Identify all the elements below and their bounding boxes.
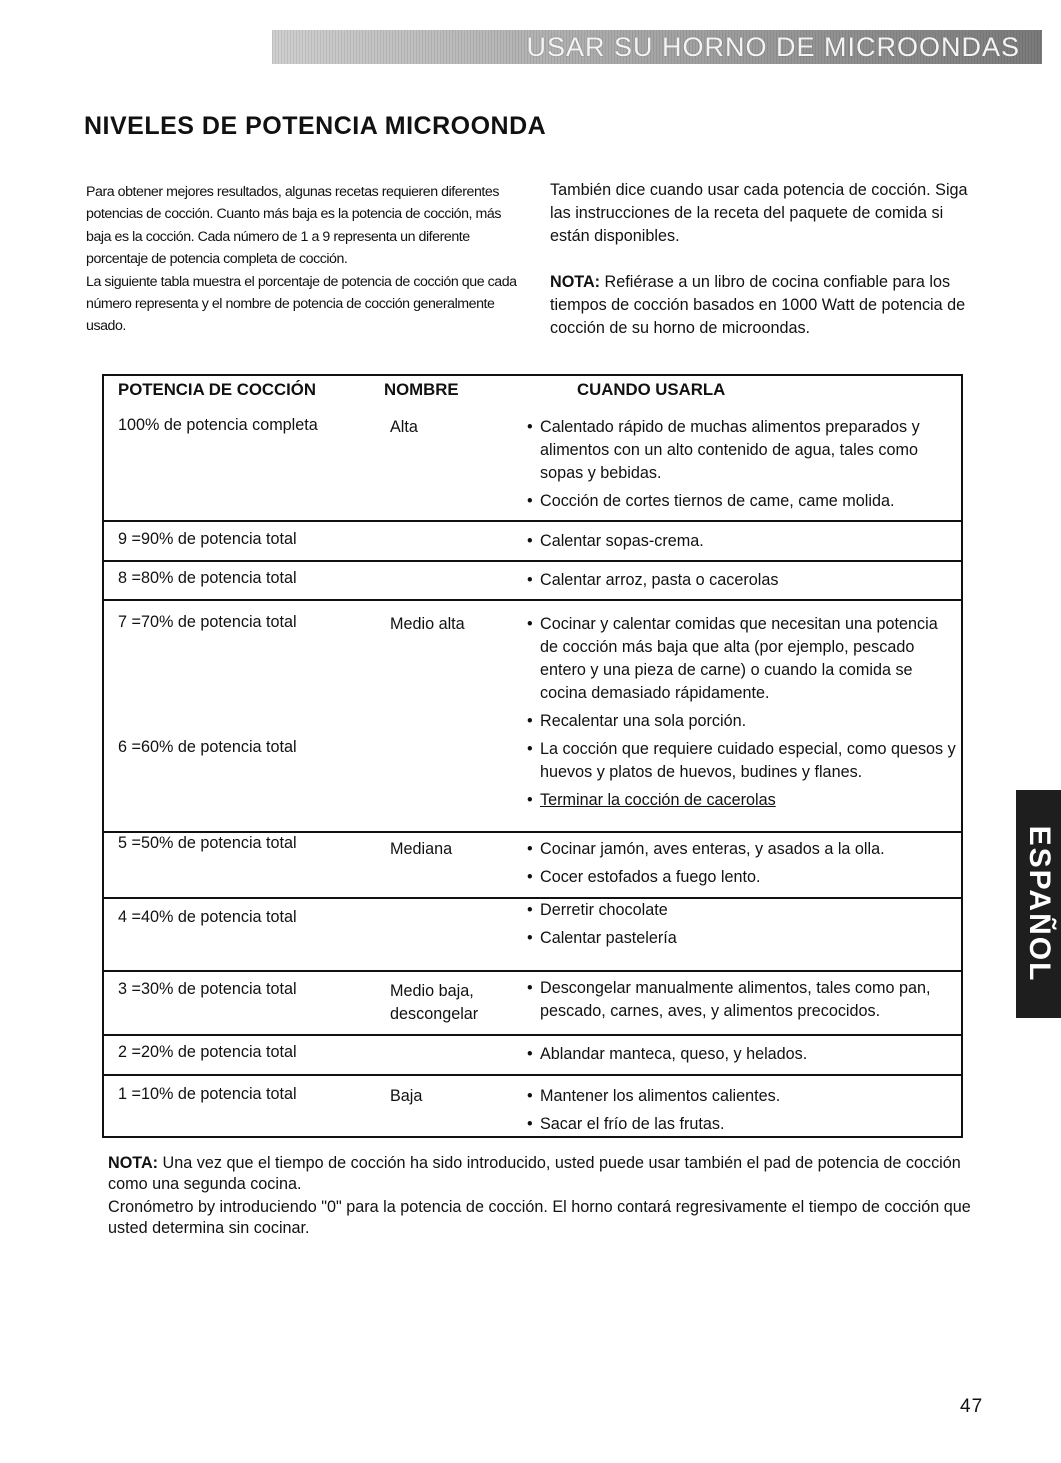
- usage-item: • Calentar arroz, pasta o cacerolas: [527, 569, 957, 592]
- bottom-note-label: NOTA:: [108, 1154, 159, 1172]
- power-cell: 5 =50% de potencia total: [118, 834, 297, 852]
- power-cell: 7 =70% de potencia total: [118, 613, 297, 631]
- power-cell: 9 =90% de potencia total: [118, 530, 297, 548]
- intro-right-paragraph: También dice cuando usar cada potencia de cocción. Siga las instrucciones de la receta del paquete de comida si están disponibles.: [550, 181, 968, 245]
- power-cell: 1 =10% de potencia total: [118, 1085, 297, 1103]
- usage-item: • Terminar la cocción de cacerolas: [527, 789, 957, 812]
- usage-cell: [527, 977, 957, 1028]
- table-row: [104, 736, 961, 833]
- power-cell: 6 =60% de potencia total: [118, 738, 297, 756]
- usage-cell: [527, 1043, 957, 1071]
- bottom-note-text: Una vez que el tiempo de cocción ha sido introducido, usted puede usar también el pad de potencia de cocción como una segunda cocina.: [108, 1154, 961, 1193]
- power-cell: 100% de potencia completa: [118, 416, 318, 434]
- table-row: [104, 522, 961, 562]
- name-cell: Medio alta: [390, 615, 465, 633]
- usage-item: • Mantener los alimentos calientes.: [527, 1085, 957, 1108]
- name-cell: Mediana: [390, 840, 453, 858]
- usage-cell: [527, 569, 957, 597]
- usage-item: • Calentado rápido de muchas alimentos preparados y alimentos con un alto contenido de agua, tales como sopas y bebidas.: [527, 416, 957, 485]
- bottom-note: [108, 1153, 988, 1238]
- column-header-name: NOMBRE: [384, 380, 459, 399]
- power-cell: 2 =20% de potencia total: [118, 1043, 297, 1061]
- intro-right-column: [550, 179, 980, 340]
- table-row: [104, 1076, 961, 1136]
- usage-item: • Sacar el frío de las frutas.: [527, 1113, 957, 1136]
- bottom-note-line: Cronómetro by introduciendo "0" para la potencia de cocción. El horno contará regresivamente el tiempo de cocción que usted determina sin cocinar.: [108, 1198, 971, 1237]
- section-banner: [272, 30, 1042, 64]
- usage-item: • Recalentar una sola porción.: [527, 710, 957, 733]
- table-row: [104, 409, 961, 522]
- usage-item: • Calentar pastelería: [527, 927, 957, 950]
- usage-item: • Cocinar y calentar comidas que necesitan una potencia de cocción más baja que alta (por ejemplo, pescado entero y una pieza de carne) o cuando la comida se cocina demasiado rápidamente.: [527, 613, 957, 705]
- usage-item: • Cocinar jamón, aves enteras, y asados a la olla.: [527, 838, 957, 861]
- power-levels-table: [102, 374, 963, 1138]
- usage-cell: [527, 838, 957, 894]
- language-tab-label: ESPAÑOL: [1022, 825, 1056, 983]
- usage-cell: [527, 738, 957, 817]
- power-cell: 4 =40% de potencia total: [118, 908, 297, 926]
- section-banner-text: USAR SU HORNO DE MICROONDAS: [526, 32, 1020, 62]
- table-row: [104, 1036, 961, 1076]
- usage-item: • Ablandar manteca, queso, y helados.: [527, 1043, 957, 1066]
- power-cell: 3 =30% de potencia total: [118, 980, 297, 998]
- intro-paragraph: La siguiente tabla muestra el porcentaje de potencia de cocción que cada número representa y el nombre de potencia de cocción generalmente usado.: [86, 273, 517, 335]
- intro-note: [550, 271, 980, 340]
- note-text: Refiérase a un libro de cocina confiable para los tiempos de cocción basados en 1000 Watt de potencia de cocción de su horno de microondas.: [550, 273, 966, 337]
- intro-left-column: [86, 181, 526, 338]
- table-row: [104, 899, 961, 972]
- table-row: [104, 601, 961, 736]
- usage-item: • Cocción de cortes tiernos de came, came molida.: [527, 490, 957, 513]
- power-cell: 8 =80% de potencia total: [118, 569, 297, 587]
- usage-cell: [527, 899, 957, 955]
- name-cell: Medio baja, descongelar: [390, 982, 479, 1023]
- usage-cell: [527, 613, 957, 738]
- name-cell: Alta: [390, 418, 418, 436]
- column-header-power: POTENCIA DE COCCIÓN: [118, 380, 316, 399]
- usage-cell: [527, 416, 957, 518]
- usage-item: • Calentar sopas-crema.: [527, 530, 957, 553]
- page-title: NIVELES DE POTENCIA MICROONDA: [84, 112, 547, 140]
- intro-paragraph: Para obtener mejores resultados, algunas recetas requieren diferentes potencias de cocción. Cuanto más baja es la potencia de cocción, más baja es la cocción. Cada número de 1 a 9 representa un diferente porcentaje de potencia completa de cocción.: [86, 184, 501, 268]
- usage-item: • Descongelar manualmente alimentos, tales como pan, pescado, carnes, aves, y alimentos precocidos.: [527, 977, 957, 1023]
- table-row: [104, 833, 961, 899]
- usage-item: • La cocción que requiere cuidado especial, como quesos y huevos y platos de huevos, budines y flanes.: [527, 738, 957, 784]
- bottom-note-line: [108, 1153, 988, 1194]
- table-row: [104, 972, 961, 1036]
- usage-cell: [527, 530, 957, 558]
- language-tab: [1016, 790, 1061, 1018]
- table-row: [104, 562, 961, 601]
- usage-item: • Derretir chocolate: [527, 899, 957, 922]
- usage-item: • Cocer estofados a fuego lento.: [527, 866, 957, 889]
- column-header-usage: CUANDO USARLA: [577, 380, 726, 399]
- page-number: 47: [960, 1396, 984, 1417]
- usage-cell: [527, 1085, 957, 1141]
- note-label: NOTA:: [550, 273, 601, 291]
- name-cell: Baja: [390, 1087, 423, 1105]
